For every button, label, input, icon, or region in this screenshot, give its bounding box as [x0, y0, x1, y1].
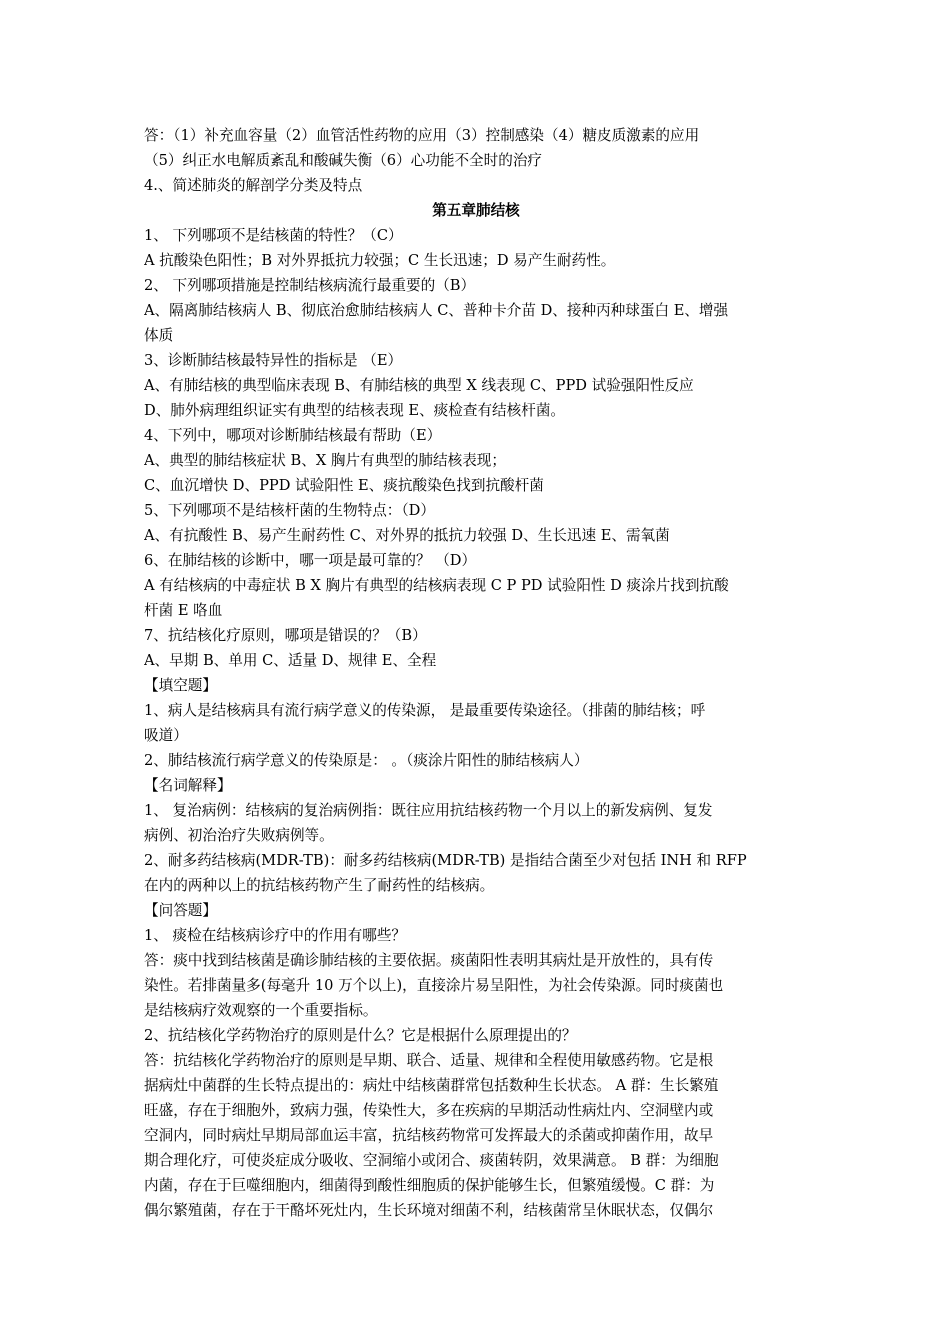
- text-line: 内菌，存在于巨噬细胞内，细菌得到酸性细胞质的保护能够生长，但繁殖缓慢。C 群：为: [144, 1177, 715, 1194]
- options-line: C、血沉增快 D、PPD 试验阳性 E、痰抗酸染色找到抗酸杆菌: [144, 477, 544, 494]
- text-line: 2、耐多药结核病(MDR-TB)：耐多药结核病(MDR-TB) 是指结合菌至少对包括 INH 和 RFP: [144, 852, 747, 869]
- text-line: 是结核病疗效观察的一个重要指标。: [144, 1002, 378, 1019]
- options-line: A 有结核病的中毒症状 B X 胸片有典型的结核病表现 C P PD 试验阳性 D 痰涂片找到抗酸: [144, 577, 729, 594]
- question-line: 2、抗结核化学药物治疗的原则是什么？它是根据什么原理提出的？: [144, 1027, 577, 1044]
- text-line: 答：痰中找到结核菌是确诊肺结核的主要依据。痰菌阳性表明其病灶是开放性的，具有传: [144, 952, 714, 969]
- text-line: 答：（1）补充血容量（2）血管活性药物的应用（3）控制感染（4）糖皮质激素的应用: [144, 127, 700, 144]
- options-line: A、隔离肺结核病人 B、彻底治愈肺结核病人 C、普种卡介苗 D、接种丙种球蛋白 E、增强: [144, 302, 729, 319]
- text-line: 吸道）: [144, 727, 188, 744]
- text-line: 偶尔繁殖菌，存在于干酪坏死灶内，生长环境对细菌不利，结核菌常呈休眠状态，仅偶尔: [144, 1202, 714, 1219]
- section-heading: 【填空题】: [144, 677, 217, 694]
- text-line: 2、肺结核流行病学意义的传染原是： 。（痰涂片阳性的肺结核病人）: [144, 752, 589, 769]
- question-line: 2、 下列哪项措施是控制结核病流行最重要的（B）: [144, 277, 476, 294]
- options-line: A、早期 B、单用 C、适量 D、规律 E、全程: [144, 652, 437, 669]
- options-line: A、典型的肺结核症状 B、X 胸片有典型的肺结核表现；: [144, 452, 506, 469]
- text-line: 1、病人是结核病具有流行病学意义的传染源， 是最重要传染途径。（排菌的肺结核；呼: [144, 702, 706, 719]
- text-line: 病例、初治治疗失败病例等。: [144, 827, 334, 844]
- text-line: 1、 复治病例：结核病的复治病例指：既往应用抗结核药物一个月以上的新发病例、复发: [144, 802, 713, 819]
- chapter-heading: 第五章肺结核: [432, 202, 520, 219]
- question-line: 1、 痰检在结核病诊疗中的作用有哪些？: [144, 927, 407, 944]
- question-line: 5、下列哪项不是结核杆菌的生物特点：（D）: [144, 502, 435, 519]
- question-line: 3、诊断肺结核最特异性的指标是 （E）: [144, 352, 403, 369]
- text-line: 据病灶中菌群的生长特点提出的：病灶中结核菌群常包括数种生长状态。 A 群：生长繁殖: [144, 1077, 719, 1094]
- options-line: A 抗酸染色阳性；B 对外界抵抗力较强；C 生长迅速；D 易产生耐药性。: [144, 252, 616, 269]
- section-heading: 【名词解释】: [144, 777, 232, 794]
- question-line: 7、抗结核化疗原则，哪项是错误的？（B）: [144, 627, 427, 644]
- question-line: 4、下列中，哪项对诊断肺结核最有帮助（E）: [144, 427, 442, 444]
- text-line: 4.、简述肺炎的解剖学分类及特点: [144, 177, 363, 194]
- text-line: 答：抗结核化学药物治疗的原则是早期、联合、适量、规律和全程使用敏感药物。它是根: [144, 1052, 714, 1069]
- question-line: 1、 下列哪项不是结核菌的特性？（C）: [144, 227, 403, 244]
- text-line: 空洞内，同时病灶早期局部血运丰富，抗结核药物常可发挥最大的杀菌或抑菌作用，故早: [144, 1127, 714, 1144]
- question-line: 6、在肺结核的诊断中，哪一项是最可靠的？ （D）: [144, 552, 477, 569]
- text-line: 期合理化疗，可使炎症成分吸收、空洞缩小或闭合、痰菌转阴，效果满意。 B 群：为细胞: [144, 1152, 719, 1169]
- options-line: A、有抗酸性 B、易产生耐药性 C、对外界的抵抗力较强 D、生长迅速 E、需氧菌: [144, 527, 670, 544]
- options-line: D、肺外病理组织证实有典型的结核表现 E、痰检查有结核杆菌。: [144, 402, 566, 419]
- text-line: 在内的两种以上的抗结核药物产生了耐药性的结核病。: [144, 877, 495, 894]
- text-line: 旺盛，存在于细胞外，致病力强，传染性大，多在疾病的早期活动性病灶内、空洞壁内或: [144, 1102, 714, 1119]
- document-page: [144, 123, 808, 1223]
- text-line: （5）纠正水电解质紊乱和酸碱失衡（6）心功能不全时的治疗: [144, 152, 543, 169]
- options-line: 杆菌 E 咯血: [144, 602, 223, 619]
- text-line: 染性。若排菌量多(每毫升 10 万个以上)，直接涂片易呈阳性，为社会传染源。同时痰菌也: [144, 977, 724, 994]
- section-heading: 【问答题】: [144, 902, 217, 919]
- options-line: 体质: [144, 327, 174, 344]
- options-line: A、有肺结核的典型临床表现 B、有肺结核的典型 X 线表现 C、PPD 试验强阳性反应: [144, 377, 694, 394]
